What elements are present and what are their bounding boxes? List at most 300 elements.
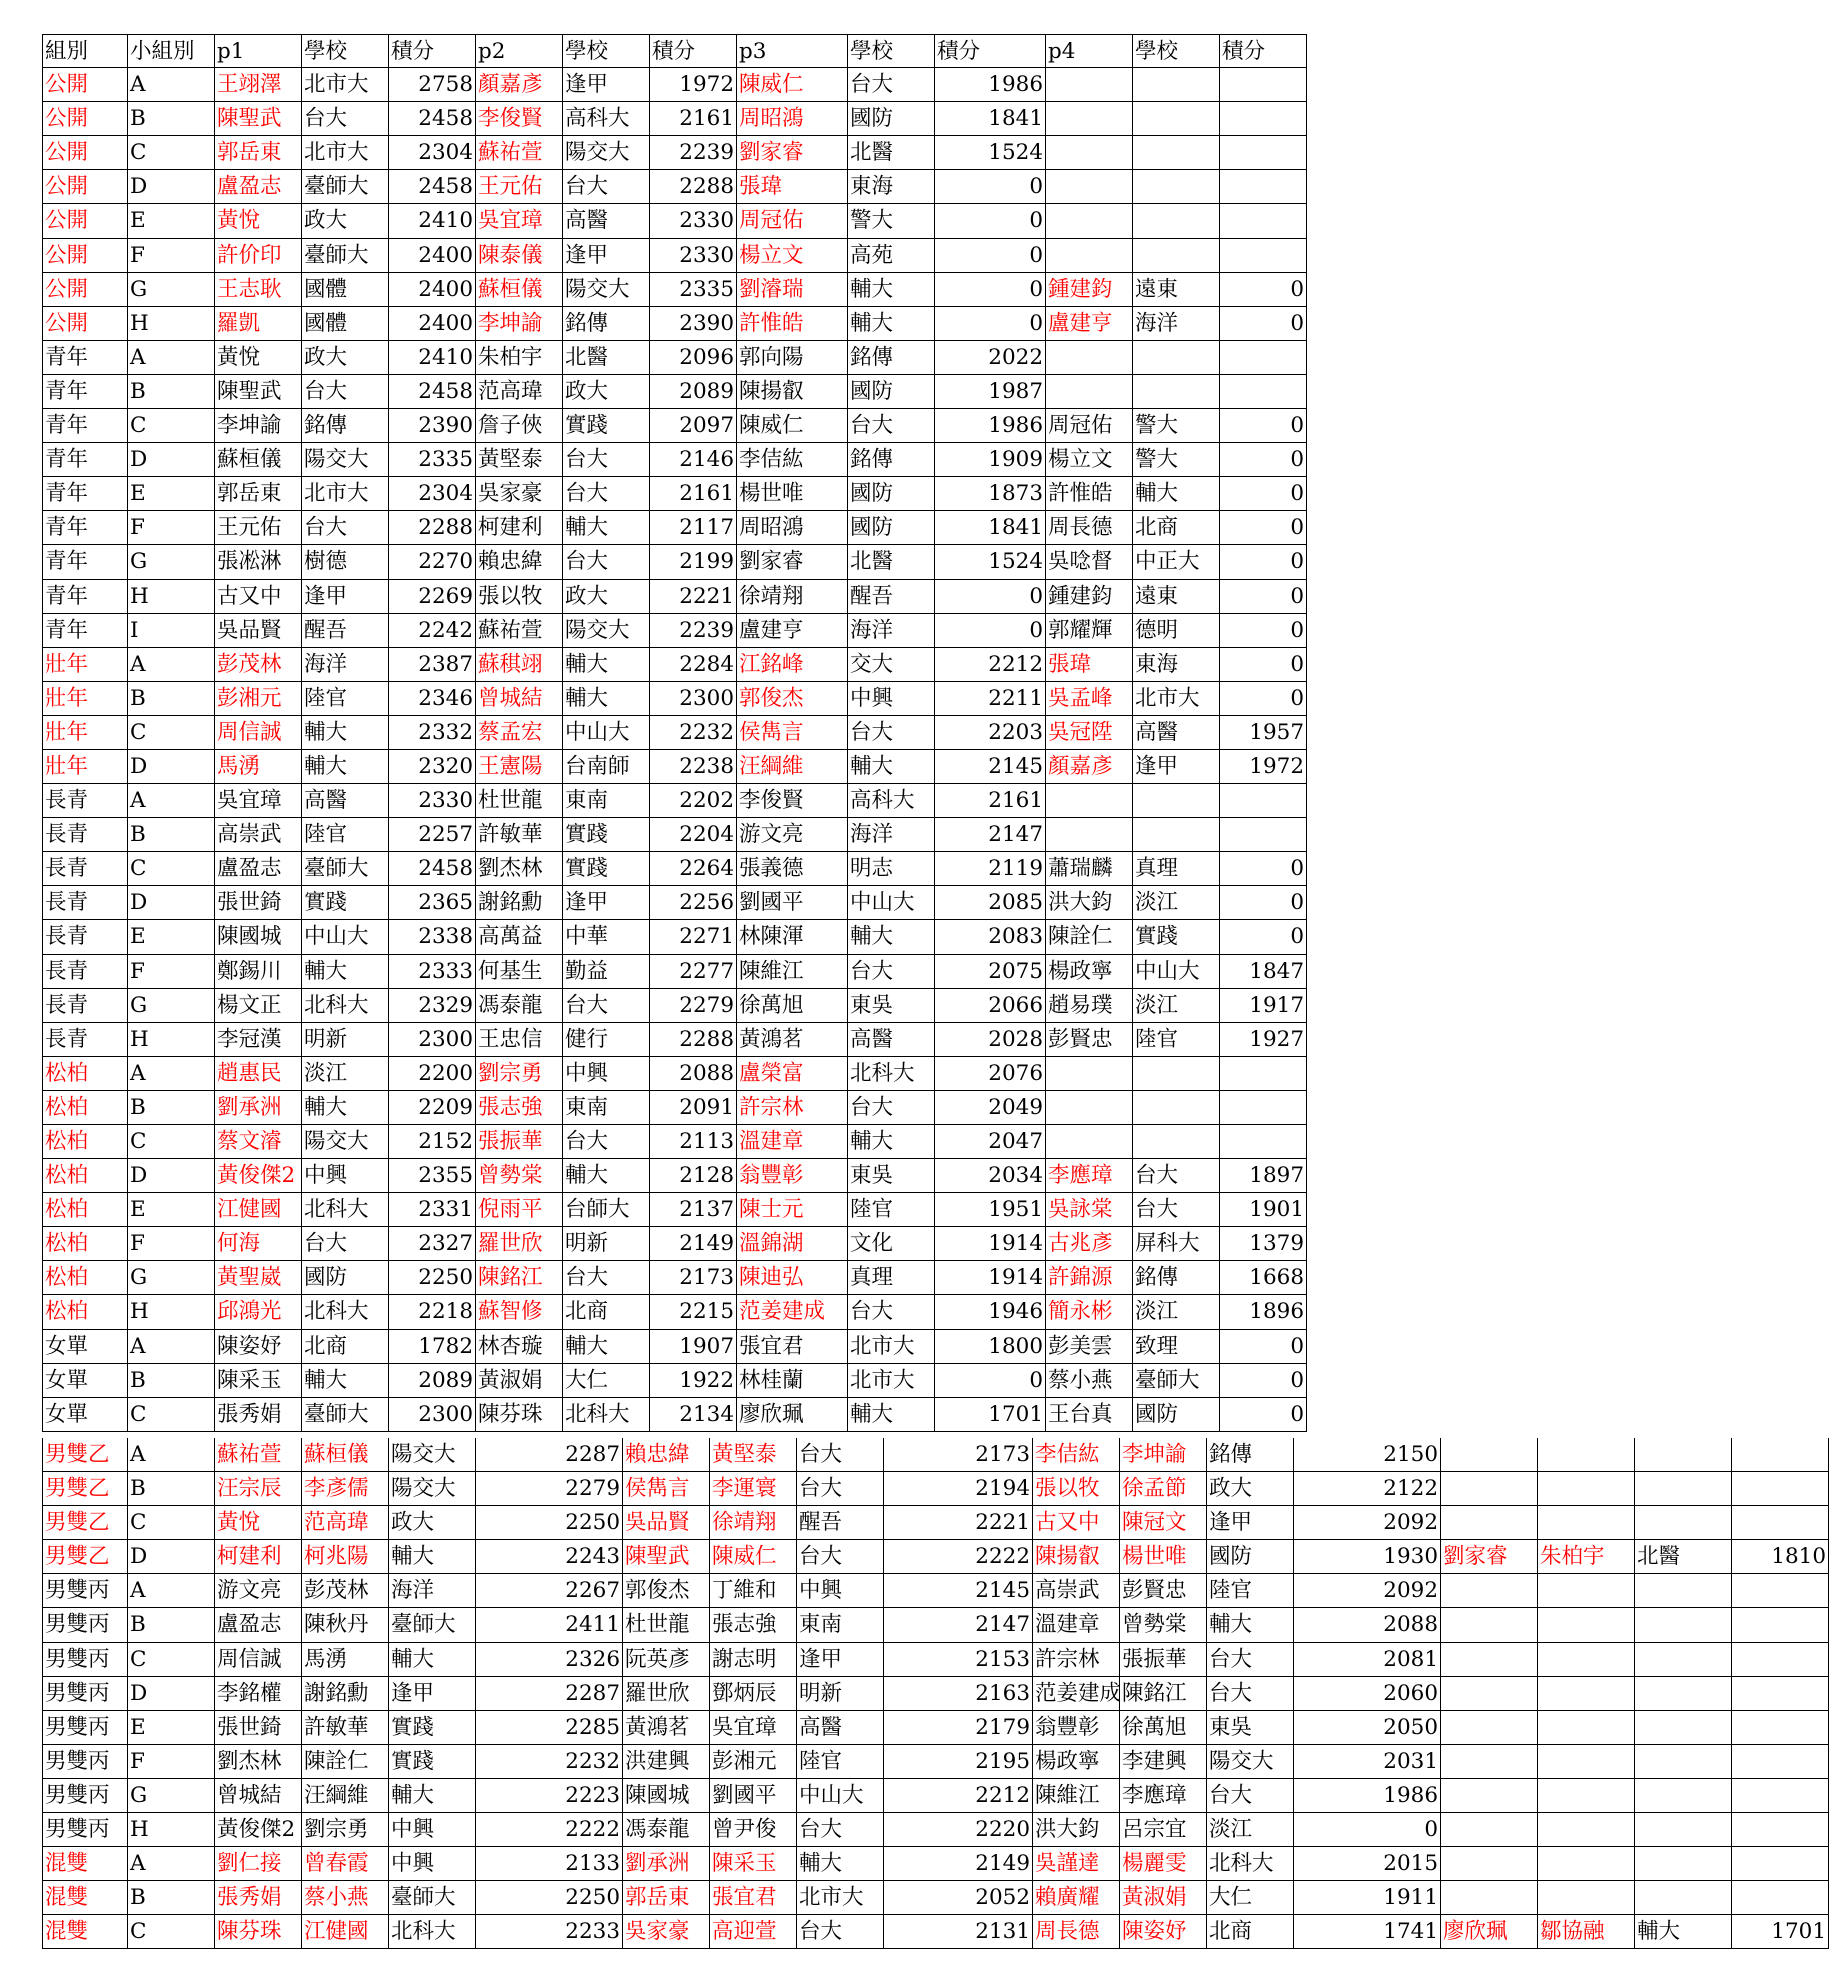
- table-cell[interactable]: 曾城結: [476, 682, 563, 716]
- table-cell[interactable]: 黃淑娟: [1120, 1881, 1207, 1915]
- table-cell[interactable]: 台大: [563, 1261, 650, 1295]
- score-cell[interactable]: 1922: [650, 1364, 737, 1398]
- score-cell[interactable]: 2089: [650, 375, 737, 409]
- table-cell[interactable]: 洪大鈞: [1033, 1813, 1120, 1847]
- score-cell[interactable]: 2285: [476, 1711, 623, 1745]
- table-cell[interactable]: 醒吾: [302, 614, 389, 648]
- table-cell[interactable]: 國防: [1133, 1398, 1220, 1432]
- table-cell[interactable]: 溫錦湖: [737, 1227, 848, 1261]
- score-cell[interactable]: 2047: [935, 1125, 1046, 1159]
- table-cell[interactable]: 陽交大: [302, 443, 389, 477]
- score-cell[interactable]: [1732, 1608, 1829, 1642]
- subgroup-cell[interactable]: A: [128, 1574, 215, 1608]
- table-cell[interactable]: 輔大: [563, 1330, 650, 1364]
- table-cell[interactable]: 彭湘元: [710, 1745, 797, 1779]
- score-cell[interactable]: 0: [935, 204, 1046, 238]
- score-cell[interactable]: 2221: [884, 1506, 1033, 1540]
- table-cell[interactable]: 台南師: [563, 750, 650, 784]
- subgroup-cell[interactable]: D: [128, 750, 215, 784]
- score-cell[interactable]: 2400: [389, 273, 476, 307]
- score-cell[interactable]: 2128: [650, 1159, 737, 1193]
- table-cell[interactable]: 臺師大: [302, 170, 389, 204]
- table-cell[interactable]: 王台真: [1046, 1398, 1133, 1432]
- table-cell[interactable]: 政大: [389, 1506, 476, 1540]
- table-cell[interactable]: 盧盈志: [215, 170, 302, 204]
- table-cell[interactable]: 明新: [563, 1227, 650, 1261]
- score-cell[interactable]: 0: [1220, 920, 1307, 954]
- table-cell[interactable]: 北市大: [302, 68, 389, 102]
- score-cell[interactable]: 2284: [650, 648, 737, 682]
- table-cell[interactable]: 王元佑: [215, 511, 302, 545]
- table-cell[interactable]: 政大: [563, 375, 650, 409]
- table-cell[interactable]: 台大: [848, 1295, 935, 1329]
- table-cell[interactable]: [1635, 1745, 1732, 1779]
- score-cell[interactable]: 2232: [650, 716, 737, 750]
- table-cell[interactable]: [1635, 1438, 1732, 1472]
- table-cell[interactable]: 高醫: [848, 1023, 935, 1057]
- table-cell[interactable]: 北市大: [848, 1330, 935, 1364]
- score-cell[interactable]: 2365: [389, 886, 476, 920]
- header-cell[interactable]: p4: [1046, 34, 1133, 68]
- table-cell[interactable]: 汪綱維: [737, 750, 848, 784]
- score-cell[interactable]: 2256: [650, 886, 737, 920]
- table-cell[interactable]: 楊立文: [1046, 443, 1133, 477]
- table-cell[interactable]: 銘傳: [848, 341, 935, 375]
- score-cell[interactable]: 2060: [1294, 1677, 1441, 1711]
- score-cell[interactable]: 2411: [476, 1608, 623, 1642]
- subgroup-cell[interactable]: F: [128, 239, 215, 273]
- score-cell[interactable]: [1732, 1813, 1829, 1847]
- group-cell[interactable]: 松柏: [42, 1261, 128, 1295]
- group-cell[interactable]: 男雙丙: [42, 1677, 128, 1711]
- score-cell[interactable]: 2211: [935, 682, 1046, 716]
- table-cell[interactable]: 簡永彬: [1046, 1295, 1133, 1329]
- table-cell[interactable]: 謝志明: [710, 1643, 797, 1677]
- group-cell[interactable]: 公開: [42, 239, 128, 273]
- table-cell[interactable]: 蘇祐萱: [476, 136, 563, 170]
- score-cell[interactable]: 0: [935, 580, 1046, 614]
- score-cell[interactable]: 2304: [389, 477, 476, 511]
- group-cell[interactable]: 男雙丙: [42, 1813, 128, 1847]
- table-cell[interactable]: 北醫: [563, 341, 650, 375]
- score-cell[interactable]: 2346: [389, 682, 476, 716]
- subgroup-cell[interactable]: C: [128, 136, 215, 170]
- table-cell[interactable]: 屏科大: [1133, 1227, 1220, 1261]
- table-cell[interactable]: 洪建興: [623, 1745, 710, 1779]
- table-cell[interactable]: 張振華: [1120, 1643, 1207, 1677]
- table-cell[interactable]: [1538, 1847, 1635, 1881]
- table-cell[interactable]: 溫建章: [737, 1125, 848, 1159]
- score-cell[interactable]: 2267: [476, 1574, 623, 1608]
- score-cell[interactable]: 2330: [389, 784, 476, 818]
- table-cell[interactable]: 楊麗雯: [1120, 1847, 1207, 1881]
- table-cell[interactable]: 許敏華: [476, 818, 563, 852]
- table-cell[interactable]: 黃俊傑2: [215, 1813, 302, 1847]
- table-cell[interactable]: 黃俊傑2: [215, 1159, 302, 1193]
- table-cell[interactable]: 台大: [848, 68, 935, 102]
- score-cell[interactable]: 1810: [1732, 1540, 1829, 1574]
- score-cell[interactable]: [1220, 1057, 1307, 1091]
- table-cell[interactable]: 高萬益: [476, 920, 563, 954]
- table-cell[interactable]: 陳揚叡: [1033, 1540, 1120, 1574]
- table-cell[interactable]: 林陳渾: [737, 920, 848, 954]
- table-cell[interactable]: 逢甲: [389, 1677, 476, 1711]
- subgroup-cell[interactable]: G: [128, 1261, 215, 1295]
- score-cell[interactable]: 0: [1220, 852, 1307, 886]
- score-cell[interactable]: [1732, 1506, 1829, 1540]
- table-cell[interactable]: [1635, 1574, 1732, 1608]
- subgroup-cell[interactable]: B: [128, 1608, 215, 1642]
- table-cell[interactable]: 輔大: [563, 1159, 650, 1193]
- table-cell[interactable]: 廖欣珮: [737, 1398, 848, 1432]
- score-cell[interactable]: 0: [1220, 307, 1307, 341]
- table-cell[interactable]: 許宗林: [737, 1091, 848, 1125]
- subgroup-cell[interactable]: A: [128, 1330, 215, 1364]
- table-cell[interactable]: 張世錡: [215, 886, 302, 920]
- table-cell[interactable]: 蘇稘翊: [476, 648, 563, 682]
- table-cell[interactable]: 高醫: [1133, 716, 1220, 750]
- score-cell[interactable]: 1841: [935, 511, 1046, 545]
- table-cell[interactable]: [1133, 1125, 1220, 1159]
- score-cell[interactable]: [1220, 341, 1307, 375]
- score-cell[interactable]: 2097: [650, 409, 737, 443]
- table-cell[interactable]: 陳維江: [1033, 1779, 1120, 1813]
- score-cell[interactable]: 2239: [650, 136, 737, 170]
- table-cell[interactable]: 賴忠緯: [623, 1438, 710, 1472]
- score-cell[interactable]: 2113: [650, 1125, 737, 1159]
- table-cell[interactable]: [1441, 1779, 1538, 1813]
- score-cell[interactable]: 2028: [935, 1023, 1046, 1057]
- score-cell[interactable]: [1220, 239, 1307, 273]
- score-cell[interactable]: 2149: [884, 1847, 1033, 1881]
- table-cell[interactable]: [1441, 1574, 1538, 1608]
- table-cell[interactable]: 杜世龍: [476, 784, 563, 818]
- table-cell[interactable]: 劉家睿: [737, 545, 848, 579]
- score-cell[interactable]: 1782: [389, 1330, 476, 1364]
- score-cell[interactable]: 2250: [476, 1881, 623, 1915]
- table-cell[interactable]: 周長德: [1033, 1915, 1120, 1949]
- table-cell[interactable]: 張秀娟: [215, 1881, 302, 1915]
- table-cell[interactable]: 中華: [563, 920, 650, 954]
- table-cell[interactable]: 許宗林: [1033, 1643, 1120, 1677]
- table-cell[interactable]: [1538, 1711, 1635, 1745]
- table-cell[interactable]: 彭賢忠: [1046, 1023, 1133, 1057]
- table-cell[interactable]: 北市大: [848, 1364, 935, 1398]
- subgroup-cell[interactable]: D: [128, 886, 215, 920]
- table-cell[interactable]: 羅世欣: [476, 1227, 563, 1261]
- table-cell[interactable]: 逢甲: [563, 239, 650, 273]
- score-cell[interactable]: 2279: [650, 989, 737, 1023]
- table-cell[interactable]: 徐孟節: [1120, 1472, 1207, 1506]
- table-cell[interactable]: 盧建亨: [1046, 307, 1133, 341]
- table-cell[interactable]: 張瑋: [1046, 648, 1133, 682]
- table-cell[interactable]: 國防: [848, 102, 935, 136]
- table-cell[interactable]: 輔大: [1207, 1608, 1294, 1642]
- group-cell[interactable]: 青年: [42, 477, 128, 511]
- table-cell[interactable]: 李應璋: [1120, 1779, 1207, 1813]
- subgroup-cell[interactable]: F: [128, 511, 215, 545]
- subgroup-cell[interactable]: F: [128, 1745, 215, 1779]
- score-cell[interactable]: 2222: [476, 1813, 623, 1847]
- score-cell[interactable]: 1741: [1294, 1915, 1441, 1949]
- table-cell[interactable]: 陳銘江: [476, 1261, 563, 1295]
- table-cell[interactable]: [1441, 1813, 1538, 1847]
- table-cell[interactable]: 高崇武: [1033, 1574, 1120, 1608]
- group-cell[interactable]: 公開: [42, 68, 128, 102]
- table-cell[interactable]: 北醫: [1635, 1540, 1732, 1574]
- score-cell[interactable]: 2085: [935, 886, 1046, 920]
- table-cell[interactable]: 警大: [1133, 409, 1220, 443]
- table-cell[interactable]: [1046, 1057, 1133, 1091]
- score-cell[interactable]: 2288: [650, 170, 737, 204]
- score-cell[interactable]: 1914: [935, 1227, 1046, 1261]
- table-cell[interactable]: 呂宗宜: [1120, 1813, 1207, 1847]
- table-cell[interactable]: 劉國平: [710, 1779, 797, 1813]
- score-cell[interactable]: [1732, 1438, 1829, 1472]
- score-cell[interactable]: 2131: [884, 1915, 1033, 1949]
- score-cell[interactable]: [1732, 1779, 1829, 1813]
- table-cell[interactable]: 古又中: [1033, 1506, 1120, 1540]
- header-cell[interactable]: p2: [476, 34, 563, 68]
- table-cell[interactable]: [1635, 1847, 1732, 1881]
- table-cell[interactable]: 台大: [1207, 1643, 1294, 1677]
- score-cell[interactable]: 1873: [935, 477, 1046, 511]
- table-cell[interactable]: 張秀娟: [215, 1398, 302, 1432]
- table-cell[interactable]: 北市大: [302, 136, 389, 170]
- header-cell[interactable]: 積分: [935, 34, 1046, 68]
- score-cell[interactable]: [1220, 102, 1307, 136]
- table-cell[interactable]: 杜世龍: [623, 1608, 710, 1642]
- table-cell[interactable]: 許惟皓: [1046, 477, 1133, 511]
- table-cell[interactable]: 黃悅: [215, 1506, 302, 1540]
- table-cell[interactable]: 蘇桓儀: [215, 443, 302, 477]
- table-cell[interactable]: [1441, 1881, 1538, 1915]
- score-cell[interactable]: 2134: [650, 1398, 737, 1432]
- score-cell[interactable]: 1701: [935, 1398, 1046, 1432]
- subgroup-cell[interactable]: A: [128, 1438, 215, 1472]
- group-cell[interactable]: 青年: [42, 375, 128, 409]
- score-cell[interactable]: 2152: [389, 1125, 476, 1159]
- table-cell[interactable]: 楊世唯: [1120, 1540, 1207, 1574]
- table-cell[interactable]: 勤益: [563, 955, 650, 989]
- header-cell[interactable]: 學校: [563, 34, 650, 68]
- table-cell[interactable]: 趙易璞: [1046, 989, 1133, 1023]
- group-cell[interactable]: 男雙乙: [42, 1506, 128, 1540]
- table-cell[interactable]: 台大: [563, 443, 650, 477]
- table-cell[interactable]: [1441, 1472, 1538, 1506]
- table-cell[interactable]: 實踐: [302, 886, 389, 920]
- table-cell[interactable]: 楊立文: [737, 239, 848, 273]
- table-cell[interactable]: 高崇武: [215, 818, 302, 852]
- table-cell[interactable]: 台大: [848, 409, 935, 443]
- table-cell[interactable]: [1441, 1677, 1538, 1711]
- header-cell[interactable]: 積分: [1220, 34, 1307, 68]
- score-cell[interactable]: 0: [1220, 409, 1307, 443]
- subgroup-cell[interactable]: E: [128, 920, 215, 954]
- score-cell[interactable]: 2161: [935, 784, 1046, 818]
- table-cell[interactable]: 真理: [848, 1261, 935, 1295]
- score-cell[interactable]: 2330: [650, 204, 737, 238]
- table-cell[interactable]: [1046, 102, 1133, 136]
- table-cell[interactable]: 北市大: [302, 477, 389, 511]
- table-cell[interactable]: 中山大: [1133, 955, 1220, 989]
- table-cell[interactable]: 淡江: [1133, 886, 1220, 920]
- score-cell[interactable]: 2215: [650, 1295, 737, 1329]
- table-cell[interactable]: 張志強: [476, 1091, 563, 1125]
- score-cell[interactable]: 1986: [935, 68, 1046, 102]
- table-cell[interactable]: 明新: [797, 1677, 884, 1711]
- table-cell[interactable]: 鄒協融: [1538, 1915, 1635, 1949]
- group-cell[interactable]: 長青: [42, 886, 128, 920]
- table-cell[interactable]: 陳詮仁: [302, 1745, 389, 1779]
- table-cell[interactable]: 鍾建鈞: [1046, 580, 1133, 614]
- table-cell[interactable]: 政大: [563, 580, 650, 614]
- table-cell[interactable]: 逢甲: [563, 886, 650, 920]
- table-cell[interactable]: 東海: [848, 170, 935, 204]
- table-cell[interactable]: [1538, 1677, 1635, 1711]
- table-cell[interactable]: [1133, 170, 1220, 204]
- table-cell[interactable]: 范姜建成: [1033, 1677, 1120, 1711]
- score-cell[interactable]: 2161: [650, 102, 737, 136]
- score-cell[interactable]: 1897: [1220, 1159, 1307, 1193]
- score-cell[interactable]: 0: [1220, 580, 1307, 614]
- score-cell[interactable]: 2458: [389, 375, 476, 409]
- table-cell[interactable]: 陸官: [302, 682, 389, 716]
- score-cell[interactable]: 2133: [476, 1847, 623, 1881]
- table-cell[interactable]: 海洋: [302, 648, 389, 682]
- group-cell[interactable]: 青年: [42, 511, 128, 545]
- subgroup-cell[interactable]: C: [128, 716, 215, 750]
- table-cell[interactable]: 陳聖武: [623, 1540, 710, 1574]
- table-cell[interactable]: 盧建亨: [737, 614, 848, 648]
- subgroup-cell[interactable]: B: [128, 102, 215, 136]
- table-cell[interactable]: [1046, 204, 1133, 238]
- score-cell[interactable]: 2031: [1294, 1745, 1441, 1779]
- table-cell[interactable]: 東南: [563, 1091, 650, 1125]
- table-cell[interactable]: 蘇智修: [476, 1295, 563, 1329]
- table-cell[interactable]: 台大: [302, 511, 389, 545]
- table-cell[interactable]: 彭美雲: [1046, 1330, 1133, 1364]
- table-cell[interactable]: 劉承洲: [215, 1091, 302, 1125]
- table-cell[interactable]: 東海: [1133, 648, 1220, 682]
- score-cell[interactable]: 1986: [935, 409, 1046, 443]
- table-cell[interactable]: 彭賢忠: [1120, 1574, 1207, 1608]
- table-cell[interactable]: 周昭鴻: [737, 511, 848, 545]
- header-cell[interactable]: 學校: [1133, 34, 1220, 68]
- subgroup-cell[interactable]: A: [128, 68, 215, 102]
- table-cell[interactable]: 游文亮: [215, 1574, 302, 1608]
- table-cell[interactable]: [1538, 1506, 1635, 1540]
- table-cell[interactable]: 臺師大: [389, 1881, 476, 1915]
- subgroup-cell[interactable]: A: [128, 784, 215, 818]
- table-cell[interactable]: 陽交大: [563, 136, 650, 170]
- score-cell[interactable]: 2238: [650, 750, 737, 784]
- table-cell[interactable]: 汪宗辰: [215, 1472, 302, 1506]
- table-cell[interactable]: 中山大: [563, 716, 650, 750]
- header-cell[interactable]: 組別: [42, 34, 128, 68]
- score-cell[interactable]: 2153: [884, 1643, 1033, 1677]
- table-cell[interactable]: 國防: [302, 1261, 389, 1295]
- table-cell[interactable]: 邱鴻光: [215, 1295, 302, 1329]
- table-cell[interactable]: 台大: [563, 170, 650, 204]
- table-cell[interactable]: 劉杰林: [215, 1745, 302, 1779]
- table-cell[interactable]: [1133, 818, 1220, 852]
- score-cell[interactable]: 1524: [935, 545, 1046, 579]
- table-cell[interactable]: 輔大: [848, 750, 935, 784]
- table-cell[interactable]: 張宜君: [737, 1330, 848, 1364]
- table-cell[interactable]: 吳宜璋: [215, 784, 302, 818]
- group-cell[interactable]: 女單: [42, 1398, 128, 1432]
- table-cell[interactable]: 德明: [1133, 614, 1220, 648]
- table-cell[interactable]: 黃鴻茗: [737, 1023, 848, 1057]
- table-cell[interactable]: 劉家睿: [1441, 1540, 1538, 1574]
- table-cell[interactable]: 蔡孟宏: [476, 716, 563, 750]
- table-cell[interactable]: 李坤諭: [1120, 1438, 1207, 1472]
- score-cell[interactable]: [1220, 1091, 1307, 1125]
- table-cell[interactable]: [1046, 341, 1133, 375]
- table-cell[interactable]: 羅世欣: [623, 1677, 710, 1711]
- score-cell[interactable]: 1957: [1220, 716, 1307, 750]
- table-cell[interactable]: 中山大: [302, 920, 389, 954]
- score-cell[interactable]: 2250: [476, 1506, 623, 1540]
- score-cell[interactable]: [1732, 1745, 1829, 1779]
- score-cell[interactable]: 2304: [389, 136, 476, 170]
- table-cell[interactable]: 中正大: [1133, 545, 1220, 579]
- table-cell[interactable]: 陳詮仁: [1046, 920, 1133, 954]
- table-cell[interactable]: 高科大: [563, 102, 650, 136]
- score-cell[interactable]: 2257: [389, 818, 476, 852]
- table-cell[interactable]: 逢甲: [563, 68, 650, 102]
- table-cell[interactable]: 輔大: [389, 1779, 476, 1813]
- table-cell[interactable]: [1046, 68, 1133, 102]
- table-cell[interactable]: 政大: [1207, 1472, 1294, 1506]
- table-cell[interactable]: 劉宗勇: [476, 1057, 563, 1091]
- table-cell[interactable]: 北科大: [848, 1057, 935, 1091]
- table-cell[interactable]: 黃聖崴: [215, 1261, 302, 1295]
- table-cell[interactable]: 醒吾: [848, 580, 935, 614]
- table-cell[interactable]: [1133, 341, 1220, 375]
- table-cell[interactable]: 北市大: [797, 1881, 884, 1915]
- table-cell[interactable]: 陽交大: [389, 1438, 476, 1472]
- table-cell[interactable]: [1441, 1438, 1538, 1472]
- table-cell[interactable]: 溫建章: [1033, 1608, 1120, 1642]
- table-cell[interactable]: 淡江: [302, 1057, 389, 1091]
- table-cell[interactable]: 陳聖武: [215, 102, 302, 136]
- table-cell[interactable]: 李俊賢: [476, 102, 563, 136]
- table-cell[interactable]: 大仁: [563, 1364, 650, 1398]
- table-cell[interactable]: 張凇淋: [215, 545, 302, 579]
- score-cell[interactable]: 2163: [884, 1677, 1033, 1711]
- table-cell[interactable]: 徐萬旭: [1120, 1711, 1207, 1745]
- score-cell[interactable]: 2277: [650, 955, 737, 989]
- table-cell[interactable]: [1133, 1057, 1220, 1091]
- table-cell[interactable]: 陳揚叡: [737, 375, 848, 409]
- table-cell[interactable]: 真理: [1133, 852, 1220, 886]
- score-cell[interactable]: 1524: [935, 136, 1046, 170]
- table-cell[interactable]: 郭岳東: [623, 1881, 710, 1915]
- table-cell[interactable]: 李坤諭: [215, 409, 302, 443]
- table-cell[interactable]: 輔大: [302, 955, 389, 989]
- table-cell[interactable]: 實踐: [1133, 920, 1220, 954]
- group-cell[interactable]: 壯年: [42, 716, 128, 750]
- table-cell[interactable]: 許价印: [215, 239, 302, 273]
- table-cell[interactable]: 劉家睿: [737, 136, 848, 170]
- table-cell[interactable]: 實踐: [563, 852, 650, 886]
- group-cell[interactable]: 長青: [42, 852, 128, 886]
- table-cell[interactable]: 實踐: [389, 1711, 476, 1745]
- score-cell[interactable]: 2204: [650, 818, 737, 852]
- score-cell[interactable]: [1732, 1881, 1829, 1915]
